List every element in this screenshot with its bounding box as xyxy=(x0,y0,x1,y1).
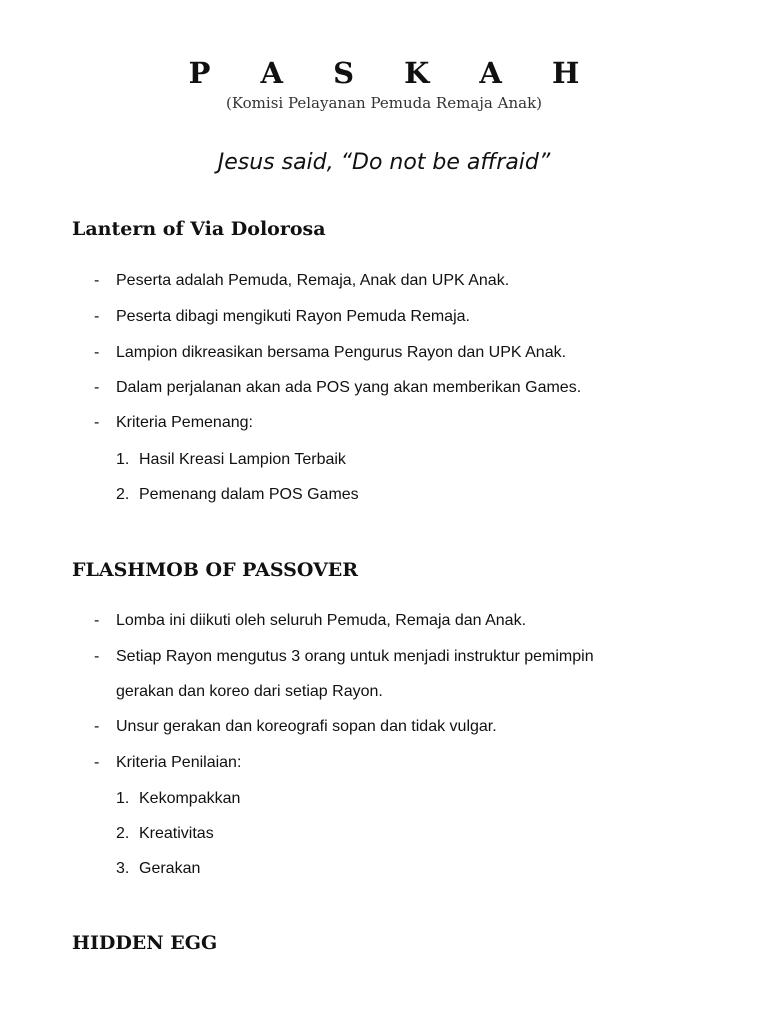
list-item xyxy=(94,611,734,631)
bullet-dash: - xyxy=(94,754,100,771)
numbered-item xyxy=(116,789,676,809)
list-item xyxy=(94,271,734,291)
section-heading-flashmob: FLASHMOB OF PASSOVER xyxy=(72,559,359,581)
bullet-dash: - xyxy=(94,414,100,431)
list-item-text: Peserta dibagi mengikuti Rayon Pemuda Remaja. xyxy=(116,308,470,325)
bullet-dash: - xyxy=(94,612,100,629)
list-item xyxy=(94,378,734,398)
list-item xyxy=(94,647,734,667)
numbered-item-text: Kreativitas xyxy=(139,825,214,842)
numbered-item xyxy=(116,859,676,879)
bullet-dash: - xyxy=(94,648,100,665)
list-item-text: Kriteria Pemenang: xyxy=(116,414,253,431)
item-number: 2. xyxy=(116,825,130,842)
numbered-item-text: Hasil Kreasi Lampion Terbaik xyxy=(139,451,346,468)
list-item-text: Unsur gerakan dan koreografi sopan dan tidak vulgar. xyxy=(116,718,497,735)
section-heading-hidden-egg: HIDDEN EGG xyxy=(72,932,218,954)
section-heading-lantern: Lantern of Via Dolorosa xyxy=(72,218,326,240)
list-item xyxy=(94,753,734,773)
list-item-text: Lomba ini diikuti oleh seluruh Pemuda, Remaja dan Anak. xyxy=(116,612,527,629)
numbered-item-text: Kekompakkan xyxy=(139,790,241,807)
bullet-dash: - xyxy=(94,718,100,735)
numbered-item-text: Pemenang dalam POS Games xyxy=(139,486,359,503)
page-subtitle: (Komisi Pelayanan Pemuda Remaja Anak) xyxy=(225,94,543,112)
bullet-dash: - xyxy=(94,344,100,361)
list-item-text: Peserta adalah Pemuda, Remaja, Anak dan UPK Anak. xyxy=(116,272,510,289)
numbered-item-text: Gerakan xyxy=(139,860,201,877)
item-number: 1. xyxy=(116,790,130,807)
numbered-item xyxy=(116,450,676,470)
bullet-dash: - xyxy=(94,379,100,396)
quote-text: Jesus said, “Do not be affraid” xyxy=(217,150,551,175)
list-item-text: Dalam perjalanan akan ada POS yang akan memberikan Games. xyxy=(116,379,582,396)
bullet-dash: - xyxy=(94,308,100,325)
numbered-item xyxy=(116,485,676,505)
list-item-text: Lampion dikreasikan bersama Pengurus Rayon dan UPK Anak. xyxy=(116,344,567,361)
list-item xyxy=(94,413,734,433)
list-item-text: Setiap Rayon mengutus 3 orang untuk menjadi instruktur pemimpin xyxy=(116,648,594,665)
list-item xyxy=(94,343,734,363)
list-item xyxy=(94,717,734,737)
list-item-continuation: gerakan dan koreo dari setiap Rayon. xyxy=(116,683,383,700)
item-number: 1. xyxy=(116,451,130,468)
bullet-dash: - xyxy=(94,272,100,289)
item-number: 3. xyxy=(116,860,130,877)
list-item xyxy=(94,307,734,327)
numbered-item xyxy=(116,824,676,844)
list-item-text: Kriteria Penilaian: xyxy=(116,754,242,771)
page-title: P A S K A H xyxy=(188,56,600,90)
item-number: 2. xyxy=(116,486,130,503)
